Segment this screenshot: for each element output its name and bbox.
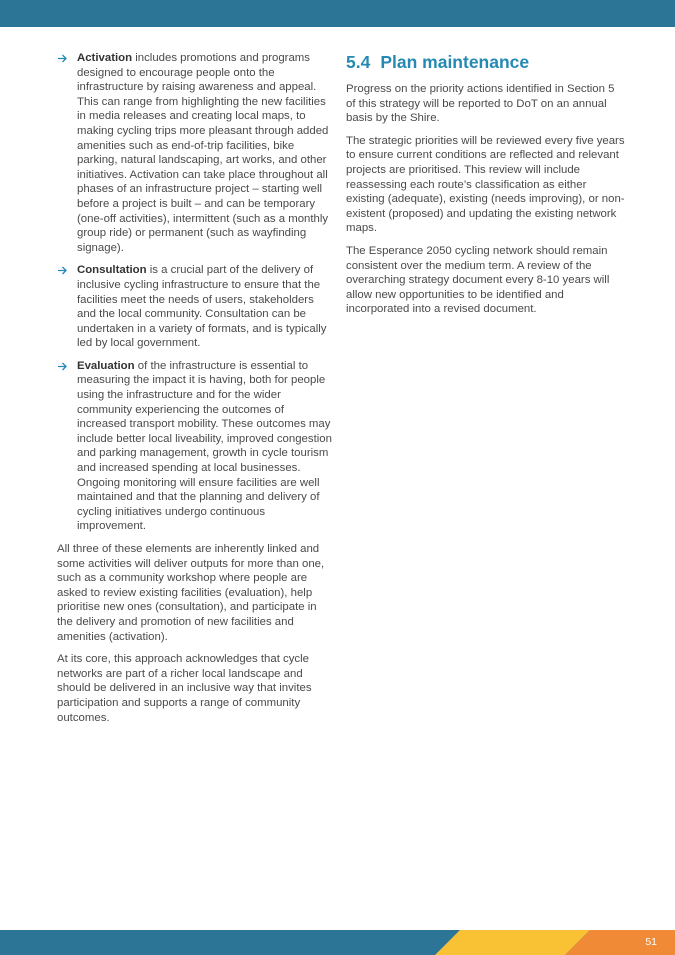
body-paragraph: Progress on the priority actions identified in Section 5 of this strategy will be reported to DoT on an annual basis by the Shire. [346, 83, 615, 125]
section-number: 5.4 [346, 52, 371, 72]
arrow-right-icon [57, 53, 68, 64]
body-paragraph: All three of these elements are inherently linked and some activities will deliver outputs for more than one, such as a community workshop where people are asked to review existing facilities (evaluation), help prioritise new ones (consultation), and participate in the delivery and promotion of new facilities and amenities (activation). [57, 543, 325, 643]
bullet-term: Activation [77, 52, 133, 64]
bullet-evaluation [57, 359, 332, 534]
bullet-consultation [57, 263, 332, 351]
section-title: Plan maintenance [380, 52, 530, 72]
right-column [346, 51, 626, 325]
footer-yellow-band [435, 930, 590, 955]
left-column [57, 51, 332, 733]
body-paragraph: At its core, this approach acknowledges that cycle networks are part of a richer local landscape and should be delivered in an inclusive way that invites participation and supports a range of community outcomes. [57, 653, 312, 724]
bullet-activation [57, 51, 332, 255]
bullet-text: includes promotions and programs designed to encourage people onto the infrastructure by raising awareness and appeal. This can range from highlighting the new facilities in media releases and creating local maps, to making cycling trips more pleasant through added amenities such as end-of-trip facilities, bike parking, natural landscaping, art works, and other initiatives. Activation can take place throughout all phases of an infrastructure project – starting well before a project is built – and can be temporary (one-off activities), intermittent (such as a monthly group ride) or permanent (such as wayfinding signage). [77, 52, 329, 254]
bullet-text: is a crucial part of the delivery of inclusive cycling infrastructure to ensure that the facilities meet the needs of users, stakeholders and the local community. Consultation can be undertaken in a variety of formats, and is typically led by local government. [77, 264, 327, 350]
arrow-right-icon [57, 265, 68, 276]
body-paragraph: The Esperance 2050 cycling network should remain consistent over the medium term. A review of the overarching strategy document every 8-10 years will allow new opportunities to be identified and incorporated into a revised document. [346, 244, 610, 316]
section-heading [346, 51, 626, 73]
page-number: 51 [645, 936, 657, 948]
bullet-term: Evaluation [77, 359, 135, 372]
footer-bar [0, 930, 675, 955]
bullet-text: of the infrastructure is essential to measuring the impact it is having, both for people using the infrastructure and for the wider community experiencing the outcomes of increased transport mobility. These outcomes may include better local liveability, improved congestion and parking management, growth in cycle tourism and increased spending at local businesses. Ongoing monitoring will ensure facilities are well maintained and that the planning and delivery of cycling initiatives undergo continuous improvement. [77, 359, 332, 533]
body-paragraph: The strategic priorities will be reviewed every five years to ensure current conditions are reflected and relevant projects are prioritised. This review will include reassessing each route’s classification as either existing (adequate), existing (needs improving), or non-existent (proposed) and updating the existing network maps. [346, 134, 625, 235]
arrow-right-icon [57, 361, 68, 372]
bullet-term: Consultation [77, 264, 147, 277]
header-bar [0, 0, 675, 27]
